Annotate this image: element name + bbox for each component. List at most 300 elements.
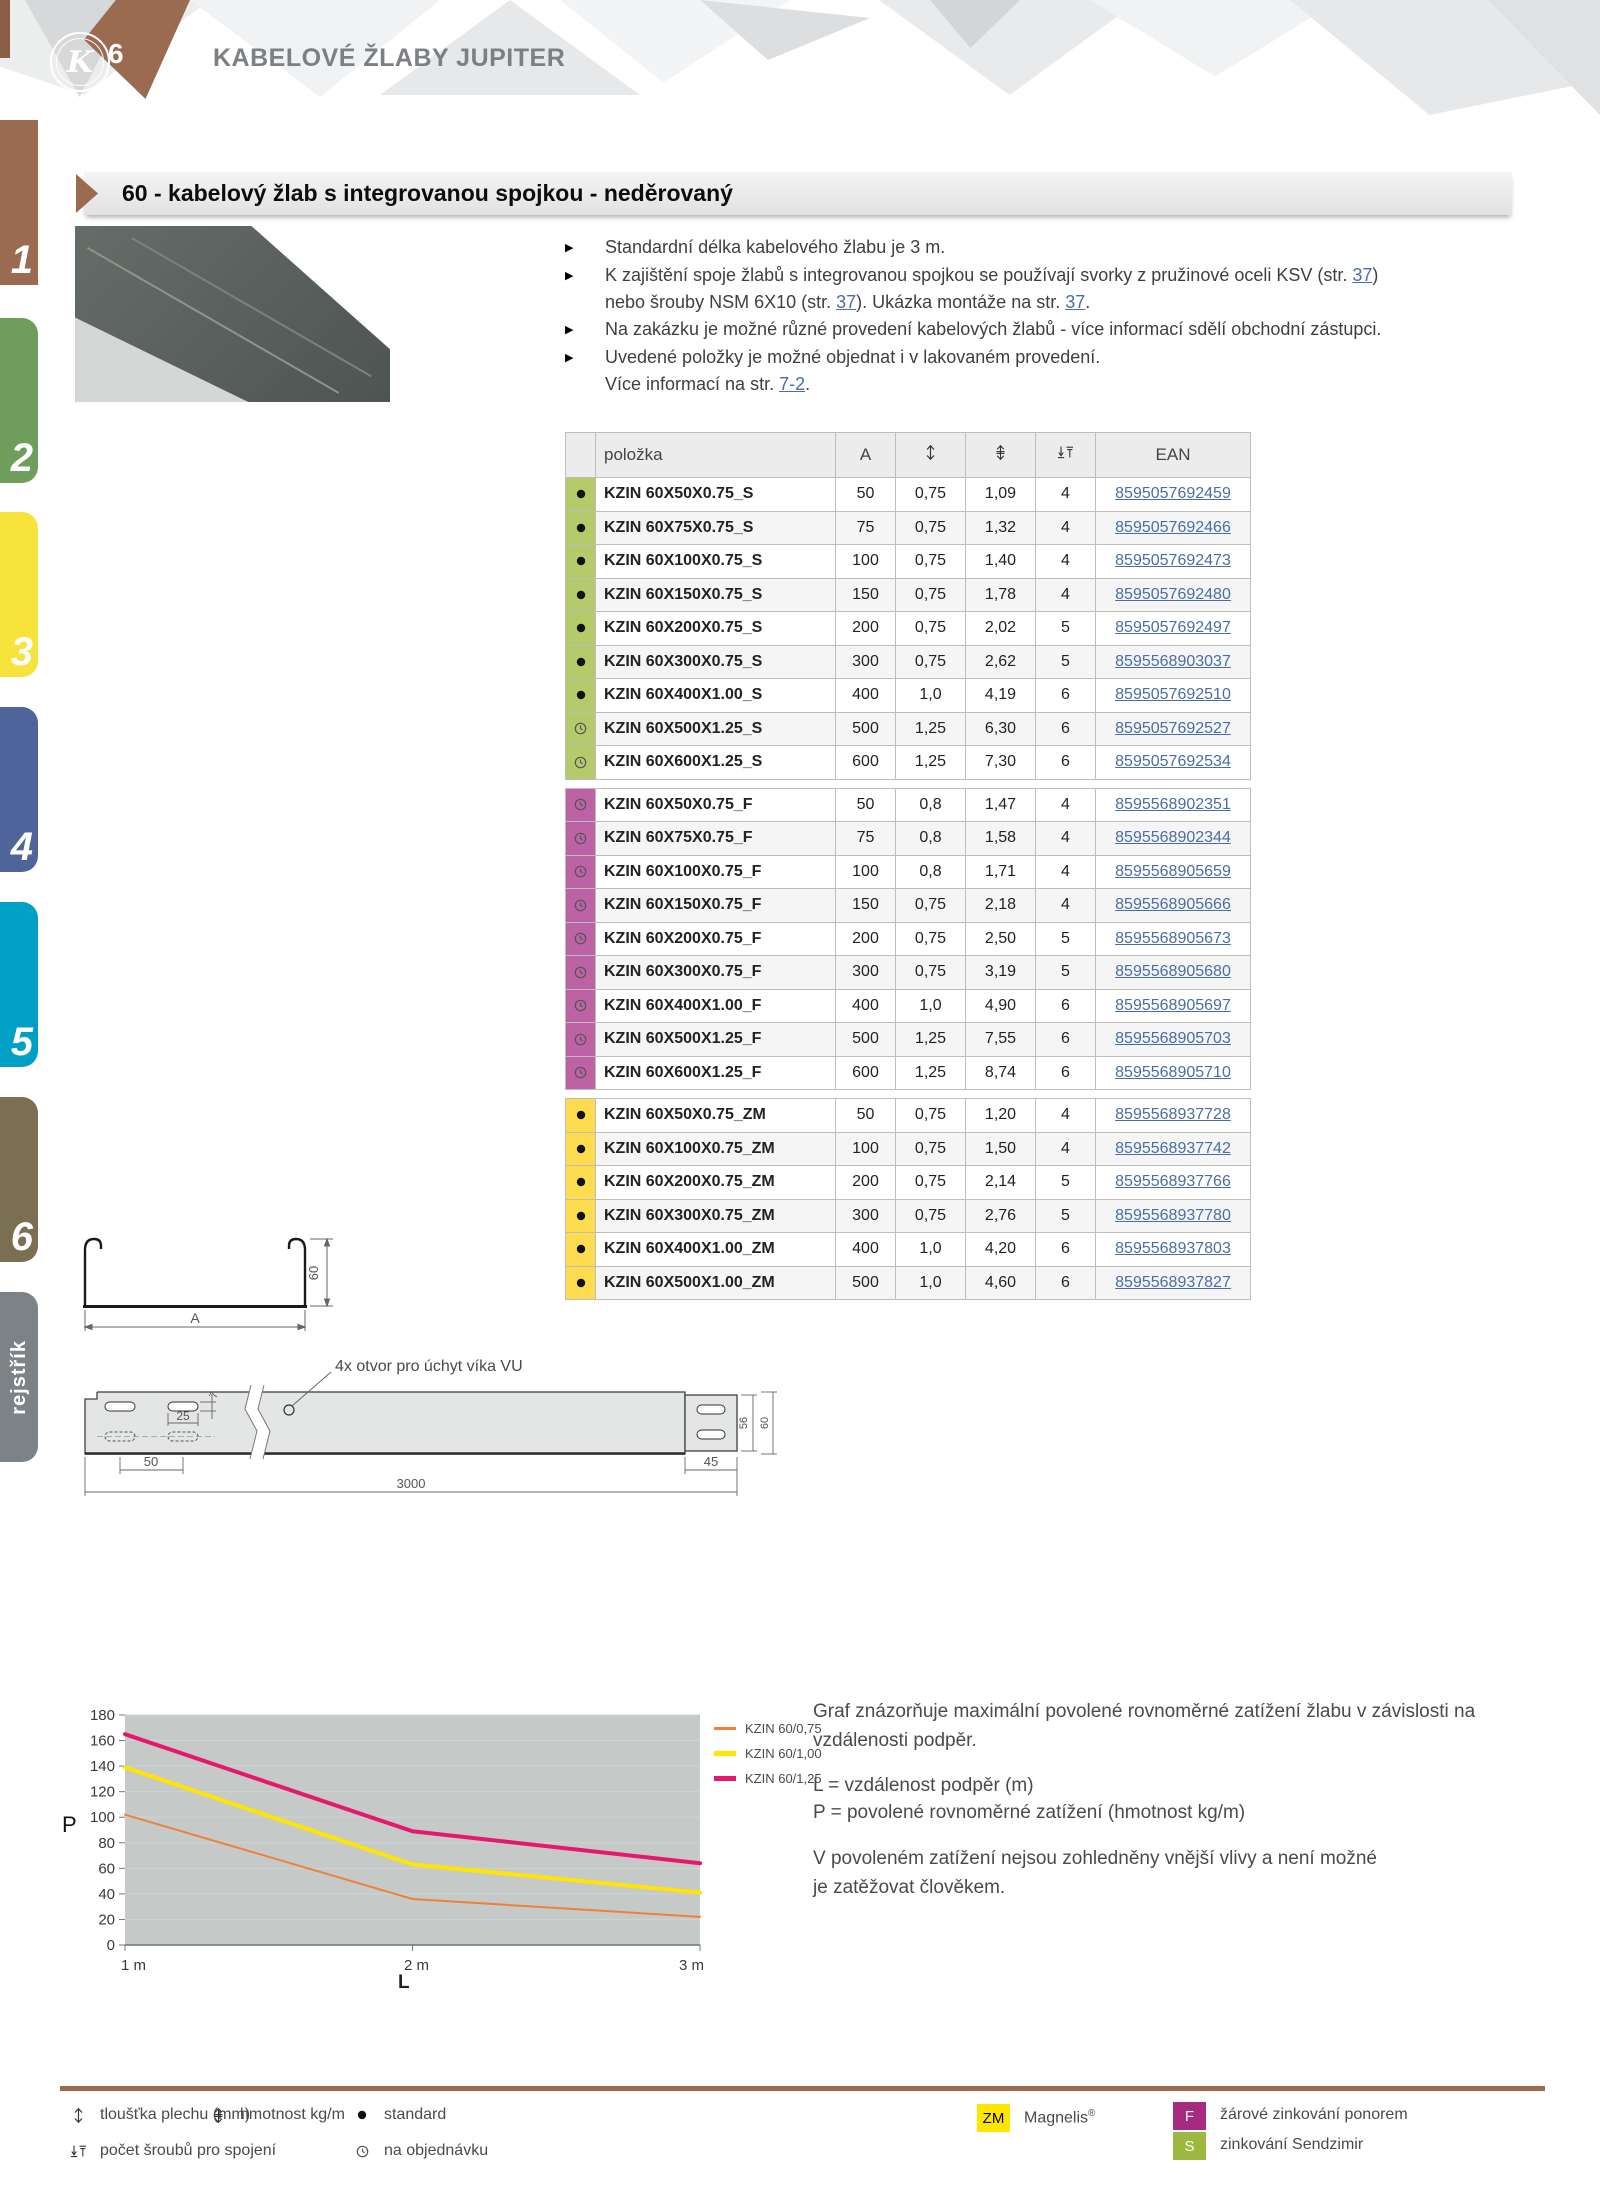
footer-legend-label: na objednávku [384, 2142, 489, 2159]
screws-value: 4 [1036, 545, 1096, 579]
ean-link[interactable]: 8595568905697 [1115, 996, 1231, 1014]
status-cell [566, 1166, 596, 1200]
sidebar-tab-number: 4 [10, 825, 33, 869]
screws-value: 6 [1036, 712, 1096, 746]
svg-text:160: 160 [89, 1732, 115, 1750]
product-table-S [565, 432, 1251, 780]
width-value: 500 [836, 712, 896, 746]
thickness-value: 1,0 [896, 679, 966, 713]
ean-cell [1096, 578, 1251, 612]
ean-link[interactable]: 8595568905703 [1115, 1030, 1231, 1048]
status-cell [566, 746, 596, 780]
ean-cell [1096, 612, 1251, 646]
thickness-value: 0,75 [896, 889, 966, 923]
chart-legend [714, 1716, 822, 1791]
thickness-value: 1,25 [896, 712, 966, 746]
svg-text:0: 0 [106, 1937, 115, 1954]
clock-icon [574, 798, 587, 811]
status-cell [566, 1199, 596, 1233]
finish-badge-ZM [977, 2104, 1095, 2132]
badge-label: žárové zinkování ponorem [1220, 2106, 1408, 2123]
footer-legend-order [352, 2142, 488, 2160]
table-row [566, 612, 1251, 646]
table-row [566, 1199, 1251, 1233]
ean-cell [1096, 679, 1251, 713]
screws-value: 6 [1036, 1266, 1096, 1300]
item-name: KZIN 60X300X0.75_F [596, 956, 836, 990]
weight-value: 4,19 [966, 679, 1036, 713]
screws-value: 6 [1036, 989, 1096, 1023]
width-value: 50 [836, 788, 896, 822]
clock-icon [574, 1066, 587, 1079]
table-row [566, 545, 1251, 579]
item-name: KZIN 60X500X1.25_S [596, 712, 836, 746]
item-name: KZIN 60X300X0.75_ZM [596, 1199, 836, 1233]
dim-total: 3000 [396, 1476, 426, 1491]
thickness-value: 0,75 [896, 1132, 966, 1166]
sidebar-tab-3[interactable] [0, 512, 38, 677]
status-cell [566, 545, 596, 579]
item-name: KZIN 60X400X1.00_S [596, 679, 836, 713]
ean-link[interactable]: 8595568902344 [1115, 829, 1231, 847]
standard-dot-icon [576, 1244, 586, 1254]
standard-dot-icon [576, 1278, 586, 1288]
thickness-value: 0,8 [896, 855, 966, 889]
ean-cell [1096, 1023, 1251, 1057]
status-cell [566, 1056, 596, 1090]
weight-value: 4,20 [966, 1233, 1036, 1267]
clock-icon [574, 899, 587, 912]
ean-link[interactable]: 8595057692466 [1115, 518, 1231, 536]
item-name: KZIN 60X200X0.75_F [596, 922, 836, 956]
status-cell [566, 1266, 596, 1300]
screws-value: 6 [1036, 1023, 1096, 1057]
sidebar-tab-5[interactable] [0, 902, 38, 1067]
table-row [566, 578, 1251, 612]
ean-link[interactable]: 8595057692534 [1115, 753, 1231, 771]
screw-count-icon [70, 2144, 87, 2159]
note-warning-line1: V povoleném zatížení nejsou zohledněny vnější vlivy a není možné [813, 1848, 1377, 1869]
ean-link[interactable]: 8595568905666 [1115, 896, 1231, 914]
ean-link[interactable]: 8595057692527 [1115, 719, 1231, 737]
item-name: KZIN 60X100X0.75_S [596, 545, 836, 579]
width-value: 75 [836, 511, 896, 545]
weight-value: 6,30 [966, 712, 1036, 746]
standard-dot-icon [576, 590, 586, 600]
width-value: 50 [836, 478, 896, 512]
thickness-value: 0,8 [896, 788, 966, 822]
clock-icon [574, 756, 587, 769]
weight-value: 1,47 [966, 788, 1036, 822]
sidebar-tab-6[interactable] [0, 1097, 38, 1262]
ean-cell [1096, 989, 1251, 1023]
footer-rule [60, 2086, 1545, 2091]
standard-dot-icon [576, 623, 586, 633]
ean-cell [1096, 712, 1251, 746]
note-paragraph: Graf znázorňuje maximální povolené rovnoměrné zatížení žlabu v závislosti na vzdálenosti podpěr. [813, 1701, 1476, 1751]
status-cell [566, 922, 596, 956]
clock-icon [574, 722, 587, 735]
product-table-F [565, 788, 1251, 1091]
footer-legend-standard [352, 2106, 446, 2124]
badge-chip: ZM [977, 2104, 1010, 2132]
weight-value: 8,74 [966, 1056, 1036, 1090]
clock-icon [574, 932, 587, 945]
ean-link[interactable]: 8595057692459 [1115, 485, 1231, 503]
width-value: 75 [836, 822, 896, 856]
status-cell [566, 889, 596, 923]
table-row [566, 679, 1251, 713]
sidebar-tab-index[interactable] [0, 1292, 38, 1462]
thickness-icon [925, 444, 936, 461]
svg-text:1 m: 1 m [121, 1957, 147, 1974]
weight-value: 1,32 [966, 511, 1036, 545]
svg-text:100: 100 [89, 1809, 115, 1827]
item-name: KZIN 60X200X0.75_S [596, 612, 836, 646]
standard-dot-icon [576, 1110, 586, 1120]
item-name: KZIN 60X50X0.75_ZM [596, 1099, 836, 1133]
item-name: KZIN 60X300X0.75_S [596, 645, 836, 679]
ean-cell [1096, 1233, 1251, 1267]
weight-value: 3,19 [966, 956, 1036, 990]
item-name: KZIN 60X100X0.75_F [596, 855, 836, 889]
svg-text:120: 120 [89, 1783, 115, 1801]
thickness-value: 0,75 [896, 956, 966, 990]
weight-value: 1,71 [966, 855, 1036, 889]
thickness-value: 1,25 [896, 746, 966, 780]
screws-value: 4 [1036, 889, 1096, 923]
width-value: 150 [836, 889, 896, 923]
width-value: 300 [836, 956, 896, 990]
bullet-item: ▶ Standardní délka kabelového žlabu je 3 m. [565, 237, 946, 258]
weight-value: 7,55 [966, 1023, 1036, 1057]
footer-legend-label: standard [384, 2106, 447, 2123]
weight-value: 2,18 [966, 889, 1036, 923]
clock-icon [574, 999, 587, 1012]
bullet-item: Více informací na str. 7-2. [605, 374, 811, 395]
dim-height: 60 [759, 1416, 771, 1430]
product-tables [565, 432, 1251, 1308]
cross-section-drawing [70, 1228, 370, 1343]
sidebar-tab-2[interactable] [0, 318, 38, 483]
clock-icon [574, 966, 587, 979]
width-value: 600 [836, 1056, 896, 1090]
dim-height-label: 60 [306, 1265, 321, 1281]
weight-value: 7,30 [966, 746, 1036, 780]
ean-cell [1096, 1099, 1251, 1133]
weight-value: 2,76 [966, 1199, 1036, 1233]
sidebar-tab-number: 2 [10, 436, 33, 480]
screws-value: 4 [1036, 511, 1096, 545]
standard-dot-icon [357, 2110, 367, 2120]
width-value: 200 [836, 1166, 896, 1200]
page-link[interactable]: 7-2 [779, 374, 806, 395]
legend-line-swatch [714, 1727, 736, 1730]
ean-cell [1096, 889, 1251, 923]
svg-text:180: 180 [89, 1707, 115, 1724]
header-corner-mark [0, 0, 10, 58]
legend-item [714, 1741, 822, 1766]
ean-link[interactable]: 8595568905659 [1115, 862, 1231, 880]
ean-link[interactable]: 8595568937780 [1115, 1206, 1231, 1224]
page-link[interactable]: 37 [836, 291, 857, 312]
dim-width-label: A [190, 1310, 200, 1326]
weight-value: 1,09 [966, 478, 1036, 512]
weight-value: 1,58 [966, 822, 1036, 856]
svg-text:60: 60 [98, 1860, 115, 1878]
screws-value: 4 [1036, 788, 1096, 822]
item-name: KZIN 60X600X1.25_S [596, 746, 836, 780]
thickness-value: 0,75 [896, 612, 966, 646]
table-row [566, 956, 1251, 990]
width-value: 50 [836, 1099, 896, 1133]
bullet-item: nebo šrouby NSM 6X10 (str. 37). Ukázka montáže na str. 37. [605, 291, 1091, 312]
chapter-number: 6 [108, 38, 124, 69]
note-l-definition: L = vzdálenost podpěr (m) [813, 1775, 1034, 1796]
ean-cell [1096, 1132, 1251, 1166]
svg-text:140: 140 [89, 1758, 115, 1776]
screws-value: 4 [1036, 578, 1096, 612]
thickness-value: 0,75 [896, 1166, 966, 1200]
table-row [566, 712, 1251, 746]
ean-link[interactable]: 8595568905680 [1115, 963, 1231, 981]
ean-cell [1096, 1056, 1251, 1090]
thickness-value: 0,75 [896, 1099, 966, 1133]
screws-value: 5 [1036, 1199, 1096, 1233]
finish-badge-S [1173, 2132, 1363, 2160]
footer-legend-label: počet šroubů pro spojení [100, 2142, 277, 2159]
ean-link[interactable]: 8595568905710 [1115, 1063, 1231, 1081]
brand-logo-letter: K [56, 38, 104, 86]
legend-item [714, 1716, 822, 1741]
standard-dot-icon [576, 1211, 586, 1221]
ean-link[interactable]: 8595568937766 [1115, 1173, 1231, 1191]
ean-cell [1096, 1199, 1251, 1233]
clock-icon [574, 1033, 587, 1046]
callout-label: 4x otvor pro úchyt víka VU [335, 1358, 523, 1375]
thickness-value: 1,25 [896, 1056, 966, 1090]
standard-dot-icon [576, 489, 586, 499]
clock-icon [574, 865, 587, 878]
ean-column-header: EAN [1096, 433, 1251, 478]
weight-icon [213, 2107, 224, 2124]
status-cell [566, 612, 596, 646]
screws-value: 4 [1036, 478, 1096, 512]
page-link[interactable]: 37 [1065, 291, 1086, 312]
ean-link[interactable]: 8595568937728 [1115, 1106, 1231, 1124]
brand-logo [50, 32, 110, 92]
sidebar-tab-4[interactable] [0, 707, 38, 872]
ean-cell [1096, 822, 1251, 856]
screws-value: 4 [1036, 822, 1096, 856]
table-row [566, 1023, 1251, 1057]
screws-value: 4 [1036, 1099, 1096, 1133]
sidebar-tab-number: 6 [10, 1215, 33, 1259]
bullet-item: ▶ Uvedené položky je možné objednat i v lakovaném provedení. [565, 346, 1101, 367]
screws-value: 5 [1036, 1166, 1096, 1200]
width-value: 400 [836, 989, 896, 1023]
status-cell [566, 1023, 596, 1057]
thickness-icon [73, 2107, 84, 2124]
weight-value: 2,02 [966, 612, 1036, 646]
ean-cell [1096, 1266, 1251, 1300]
item-name: KZIN 60X150X0.75_S [596, 578, 836, 612]
ean-cell [1096, 545, 1251, 579]
width-value: 500 [836, 1266, 896, 1300]
screws-value: 4 [1036, 855, 1096, 889]
ean-link[interactable]: 8595568905673 [1115, 929, 1231, 947]
item-name: KZIN 60X50X0.75_F [596, 788, 836, 822]
standard-dot-icon [576, 556, 586, 566]
screws-value: 5 [1036, 956, 1096, 990]
badge-chip: S [1173, 2132, 1206, 2160]
status-cell [566, 578, 596, 612]
table-row [566, 511, 1251, 545]
dim-right: 45 [703, 1454, 719, 1469]
legend-item [714, 1766, 822, 1791]
sidebar-tab-1[interactable] [0, 120, 38, 285]
legend-line-swatch [714, 1751, 736, 1756]
screw-count-icon [1057, 445, 1074, 460]
ean-link[interactable]: 8595057692480 [1115, 585, 1231, 603]
screws-column-header [1036, 433, 1096, 478]
ean-link[interactable]: 8595568903037 [1115, 652, 1231, 670]
weight-value: 1,78 [966, 578, 1036, 612]
ean-cell [1096, 746, 1251, 780]
standard-dot-icon [576, 1177, 586, 1187]
load-chart [60, 1700, 760, 1990]
header-pattern [1090, 0, 1340, 90]
item-name: KZIN 60X200X0.75_ZM [596, 1166, 836, 1200]
ean-link[interactable]: 8595568937742 [1115, 1139, 1231, 1157]
svg-text:80: 80 [98, 1834, 115, 1852]
screws-value: 6 [1036, 1056, 1096, 1090]
item-name: KZIN 60X50X0.75_S [596, 478, 836, 512]
bullet-item: ▶ Na zakázku je možné různé provedení kabelových žlabů - více informací sdělí obchodní zástupci. [565, 319, 1382, 340]
item-name: KZIN 60X500X1.00_ZM [596, 1266, 836, 1300]
item-name: KZIN 60X600X1.25_F [596, 1056, 836, 1090]
table-row [566, 746, 1251, 780]
status-cell [566, 712, 596, 746]
ean-link[interactable]: 8595057692473 [1115, 552, 1231, 570]
svg-text:40: 40 [98, 1885, 115, 1903]
table-row [566, 989, 1251, 1023]
table-row [566, 645, 1251, 679]
item-name: KZIN 60X400X1.00_ZM [596, 1233, 836, 1267]
table-row [566, 1132, 1251, 1166]
status-column-header [566, 433, 596, 478]
standard-dot-icon [576, 1144, 586, 1154]
ean-link[interactable]: 8595057692497 [1115, 619, 1231, 637]
ean-cell [1096, 1166, 1251, 1200]
clock-icon [356, 2145, 369, 2158]
bullet-item: ▶ K zajištění spoje žlabů s integrovanou spojkou se používají svorky z pružinové oceli KSV (str. 37) [565, 264, 1379, 285]
width-value: 100 [836, 1132, 896, 1166]
table-row [566, 889, 1251, 923]
bullet-arrow-icon: ▶ [565, 269, 574, 282]
note-warning-line2: je zatěžovat člověkem. [813, 1876, 1006, 1898]
standard-dot-icon [576, 690, 586, 700]
status-cell [566, 989, 596, 1023]
width-value: 400 [836, 679, 896, 713]
footer-legend-label: tloušťka plechu (mm) [100, 2106, 251, 2123]
badge-chip: F [1173, 2102, 1206, 2130]
width-value: 150 [836, 578, 896, 612]
dim-conn-height: 56 [738, 1416, 750, 1430]
standard-dot-icon [576, 523, 586, 533]
status-cell [566, 822, 596, 856]
table-row [566, 788, 1251, 822]
dim-slot-spacing: 25 [176, 1409, 190, 1423]
thickness-value: 1,25 [896, 1023, 966, 1057]
badge-label: zinkování Sendzimir [1220, 2136, 1364, 2153]
status-cell [566, 679, 596, 713]
product-photo [75, 226, 390, 402]
note-warning [813, 1845, 1377, 1902]
status-cell [566, 645, 596, 679]
width-value: 300 [836, 1199, 896, 1233]
table-row [566, 1056, 1251, 1090]
width-value: 400 [836, 1233, 896, 1267]
table-row [566, 1166, 1251, 1200]
screws-value: 4 [1036, 1132, 1096, 1166]
thickness-value: 0,75 [896, 1199, 966, 1233]
item-name: KZIN 60X150X0.75_F [596, 889, 836, 923]
weight-value: 1,40 [966, 545, 1036, 579]
status-cell [566, 1233, 596, 1267]
status-cell [566, 511, 596, 545]
status-cell [566, 478, 596, 512]
ean-link[interactable]: 8595568937827 [1115, 1273, 1231, 1291]
table-row [566, 1266, 1251, 1300]
thickness-value: 0,75 [896, 578, 966, 612]
item-name: KZIN 60X400X1.00_F [596, 989, 836, 1023]
footer-legend-weight [208, 2106, 345, 2124]
weight-icon [995, 444, 1006, 461]
table-header-row [566, 433, 1251, 478]
weight-value: 4,60 [966, 1266, 1036, 1300]
thickness-value: 0,75 [896, 478, 966, 512]
width-value: 200 [836, 612, 896, 646]
screws-value: 6 [1036, 679, 1096, 713]
section-title: 60 - kabelový žlab s integrovanou spojkou - neděrovaný [122, 180, 733, 206]
thickness-value: 0,75 [896, 545, 966, 579]
ean-cell [1096, 956, 1251, 990]
weight-value: 1,50 [966, 1132, 1036, 1166]
width-column-header: A [836, 433, 896, 478]
thickness-value: 0,75 [896, 511, 966, 545]
side-view-drawing [75, 1345, 795, 1503]
ean-cell [1096, 922, 1251, 956]
footer-legend-label: hmotnost kg/m [240, 2106, 345, 2123]
chart-y-axis-label: P [62, 1812, 77, 1837]
ean-link[interactable]: 8595568902351 [1115, 795, 1231, 813]
screws-value: 5 [1036, 612, 1096, 646]
ean-link[interactable]: 8595057692510 [1115, 686, 1231, 704]
status-cell [566, 1099, 596, 1133]
dim-slot-height: 7 [207, 1390, 221, 1401]
page-link[interactable]: 37 [1352, 264, 1373, 285]
bullet-arrow-icon: ▶ [565, 351, 574, 364]
thickness-value: 1,0 [896, 1233, 966, 1267]
item-name: KZIN 60X75X0.75_S [596, 511, 836, 545]
legend-line-swatch [714, 1776, 736, 1781]
ean-link[interactable]: 8595568937803 [1115, 1240, 1231, 1258]
width-value: 100 [836, 545, 896, 579]
clock-icon [574, 832, 587, 845]
svg-text:20: 20 [98, 1911, 115, 1929]
legend-label: KZIN 60/1,00 [745, 1746, 822, 1761]
